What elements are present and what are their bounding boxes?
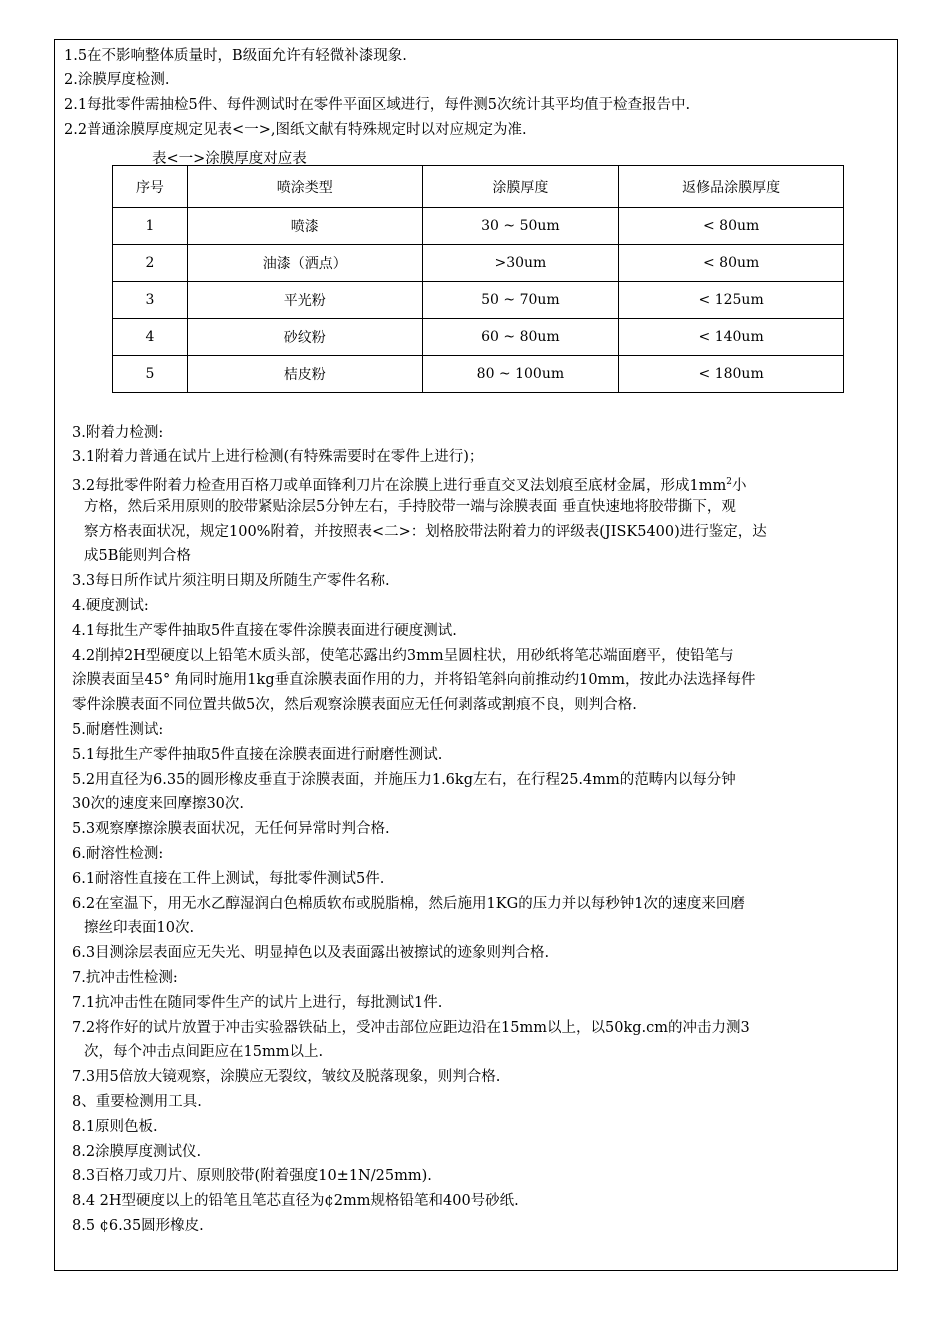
text-line: [72, 472, 747, 496]
table-row: [113, 282, 844, 319]
text-line: 7.2将作好的试片放置于冲击实验器铁砧上，受冲击部位应距边沿在15mm以上，以50kg.cm的冲击力测3: [72, 1020, 750, 1036]
table-cell: < 80um: [619, 245, 844, 282]
section-heading: 3.附着力检测:: [72, 425, 164, 441]
table-cell: 50 ~ 70um: [422, 282, 619, 319]
text-line: 次，每个冲击点间距应在15mm以上.: [84, 1044, 324, 1060]
text-line: 3.1附着力普通在试片上进行检测(有特殊需要时在零件上进行)；: [72, 449, 484, 465]
text-line: 5.1每批生产零件抽取5件直接在涂膜表面进行耐磨性测试.: [72, 747, 443, 763]
table-cell: < 80um: [619, 208, 844, 245]
text-line: 察方格表面状况，规定100%附着，并按照表<二>：划格胶带法附着力的评级表(JISK5400)进行鉴定，达: [84, 524, 767, 540]
table-cell: 60 ~ 80um: [422, 319, 619, 356]
section-heading: 5.耐磨性测试:: [72, 722, 164, 738]
table-cell: < 125um: [619, 282, 844, 319]
superscript: 2: [726, 477, 733, 487]
table-cell: 桔皮粉: [187, 356, 422, 393]
table-cell: 1: [113, 208, 188, 245]
text-line: 8.1原则色板.: [72, 1119, 158, 1135]
table-caption: 表<一>涂膜厚度对应表: [152, 151, 307, 167]
section-heading: 2.涂膜厚度检测.: [64, 72, 170, 88]
text-line: 4.1每批生产零件抽取5件直接在零件涂膜表面进行硬度测试.: [72, 623, 457, 639]
table-row: [113, 208, 844, 245]
text-line: 5.2用直径为6.35的圆形橡皮垂直于涂膜表面，并施压力1.6kg左右，在行程25.4mm的范畴内以每分钟: [72, 772, 736, 788]
text-line: 2.2普通涂膜厚度规定见表<一>,图纸文献有特殊规定时以对应规定为准.: [64, 122, 527, 138]
text-line: 6.2在室温下，用无水乙醇湿润白色棉质软布或脱脂棉，然后施用1KG的压力并以每秒钟1次的速度来回磨: [72, 896, 745, 912]
section-heading: 4.硬度测试:: [72, 598, 149, 614]
text-line: 零件涂膜表面不同位置共做5次，然后观察涂膜表面应无任何剥落或割痕不良，则判合格.: [72, 697, 637, 713]
text-line: 7.1抗冲击性在随同零件生产的试片上进行，每批测试1件.: [72, 995, 443, 1011]
table-row: [113, 356, 844, 393]
text-span: 3.2每批零件附着力检查用百格刀或单面锋利刀片在涂膜上进行垂直交叉法划痕至底材金属，形成1mm: [72, 477, 727, 494]
section-heading: 7.抗冲击性检测:: [72, 970, 178, 986]
table-header-row: [113, 166, 844, 208]
header-cell: 返修品涂膜厚度: [619, 166, 844, 208]
text-line: 7.3用5倍放大镜观察，涂膜应无裂纹，皱纹及脱落现象，则判合格.: [72, 1069, 501, 1085]
text-line: 8.5 ¢6.35圆形橡皮.: [72, 1218, 204, 1234]
header-cell: 喷涂类型: [187, 166, 422, 208]
text-line: 成5B能则判合格: [84, 548, 191, 564]
table-cell: 30 ~ 50um: [422, 208, 619, 245]
text-line: 1.5在不影响整体质量时，B级面允许有轻微补漆现象.: [64, 48, 407, 64]
text-line: 涂膜表面呈45° 角同时施用1kg垂直涂膜表面作用的力，并将铅笔斜向前推动约10mm，按此办法选择每件: [72, 672, 756, 688]
text-line: 6.3目测涂层表面应无失光、明显掉色以及表面露出被擦试的迹象则判合格.: [72, 945, 550, 961]
section-heading: 8、重要检测用工具.: [72, 1094, 202, 1110]
text-line: 8.3百格刀或刀片、原则胶带(附着强度10±1N/25mm).: [72, 1168, 432, 1184]
text-line: 8.4 2H型硬度以上的铅笔且笔芯直径为¢2mm规格铅笔和400号砂纸.: [72, 1193, 519, 1209]
coating-thickness-table: [112, 165, 844, 393]
text-line: 5.3观察摩擦涂膜表面状况，无任何异常时判合格.: [72, 821, 390, 837]
table-cell: 3: [113, 282, 188, 319]
text-line: 3.3每日所作试片须注明日期及所随生产零件名称.: [72, 573, 390, 589]
table-row: [113, 319, 844, 356]
table-cell: < 180um: [619, 356, 844, 393]
header-cell: 序号: [113, 166, 188, 208]
table-cell: 平光粉: [187, 282, 422, 319]
text-line: 2.1每批零件需抽检5件、每件测试时在零件平面区域进行，每件测5次统计其平均值于检查报告中.: [64, 97, 691, 113]
table-cell: 4: [113, 319, 188, 356]
text-line: 30次的速度来回摩擦30次.: [72, 796, 245, 812]
section-heading: 6.耐溶性检测:: [72, 846, 164, 862]
table-cell: >30um: [422, 245, 619, 282]
table-cell: 80 ~ 100um: [422, 356, 619, 393]
text-line: 擦丝印表面10次.: [84, 920, 195, 936]
table-cell: 油漆（洒点）: [187, 245, 422, 282]
table-cell: 砂纹粉: [187, 319, 422, 356]
text-line: 4.2削掉2H型硬度以上铅笔木质头部，使笔芯露出约3mm呈圆柱状，用砂纸将笔芯端面磨平，使铅笔与: [72, 648, 734, 664]
table-cell: < 140um: [619, 319, 844, 356]
table-cell: 喷漆: [187, 208, 422, 245]
text-span: 小: [732, 477, 747, 494]
text-line: 6.1耐溶性直接在工件上测试，每批零件测试5件.: [72, 871, 385, 887]
table-cell: 2: [113, 245, 188, 282]
text-line: 8.2涂膜厚度测试仪.: [72, 1144, 202, 1160]
header-cell: 涂膜厚度: [422, 166, 619, 208]
table-cell: 5: [113, 356, 188, 393]
text-line: 方格，然后采用原则的胶带紧贴涂层5分钟左右，手持胶带一端与涂膜表面 垂直快速地将胶带撕下，观: [84, 499, 736, 515]
table-row: [113, 245, 844, 282]
